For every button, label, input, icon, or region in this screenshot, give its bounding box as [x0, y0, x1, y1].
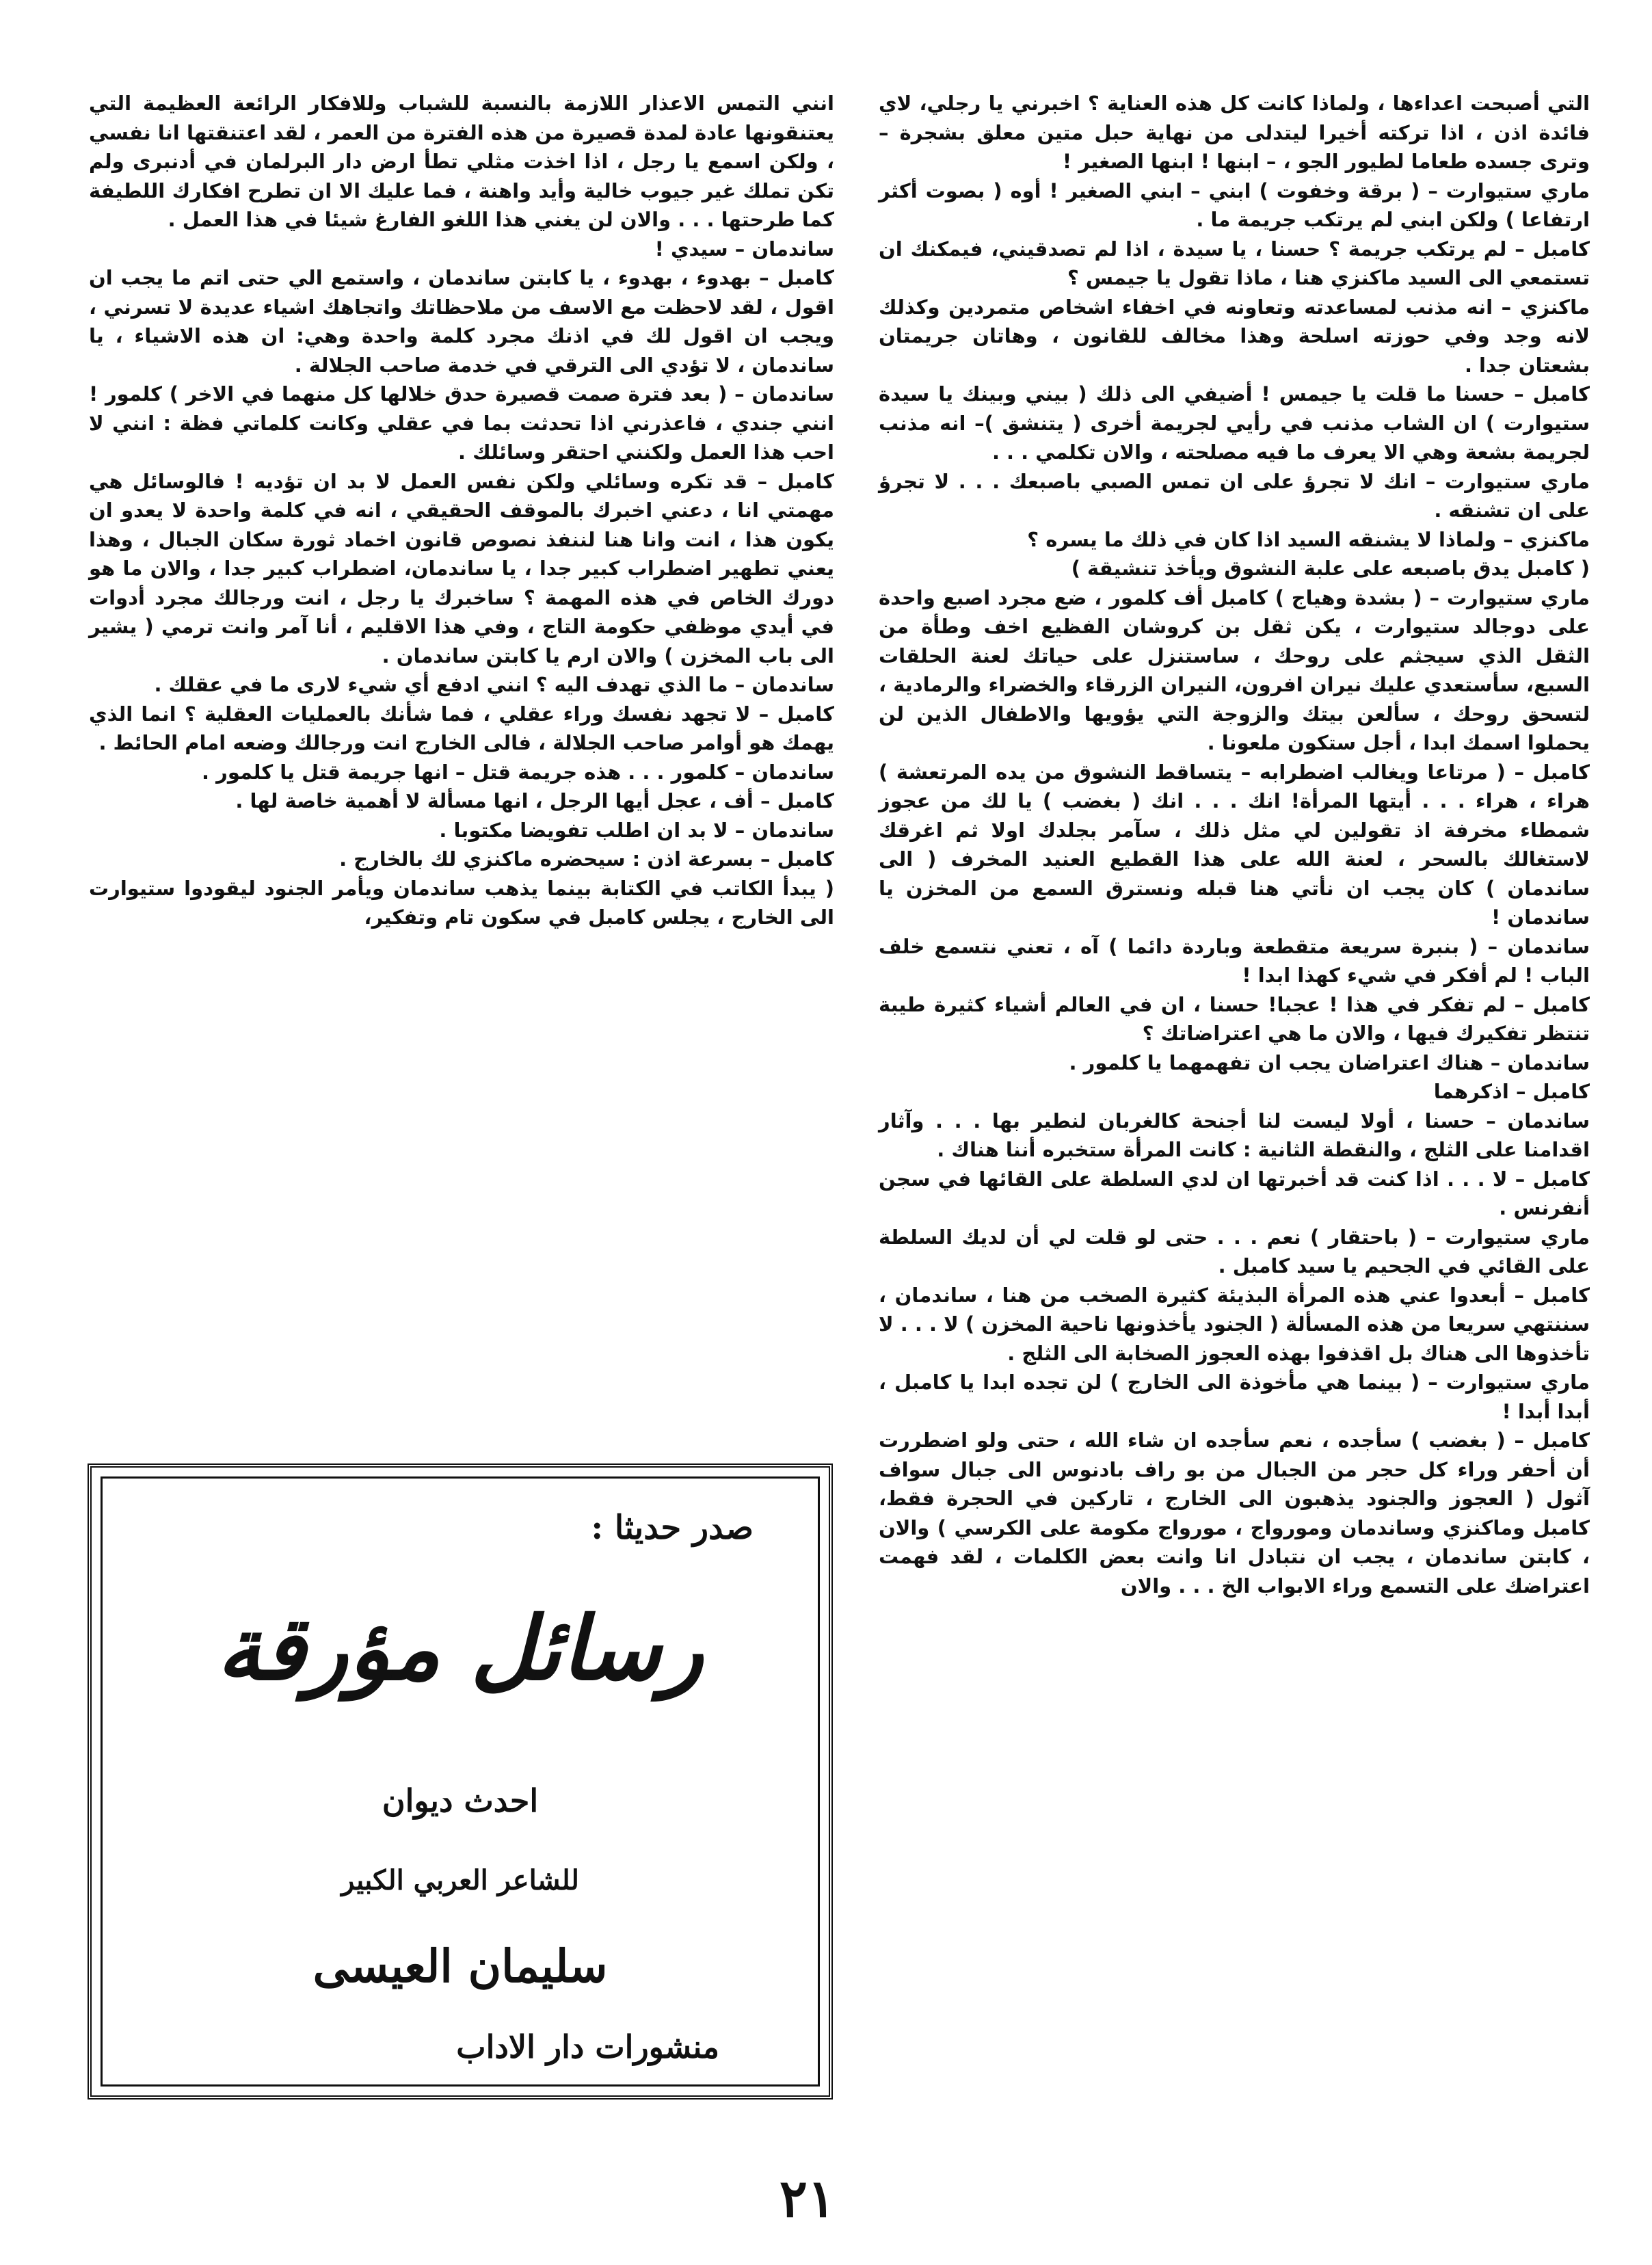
paragraph: ساندمان – ( بنبرة سريعة متقطعة وباردة دائما ) آه ، تعني نتسمع خلف الباب ! لم أفكر في شيء كهذا ابدا ! — [879, 934, 1590, 987]
paragraph: كامبل – بهدوء ، بهدوء ، يا كابتن ساندمان ، واستمع الي حتى اتم ما يجب ان اقول ، لقد لاحظت مع الاسف من ملاحظاتك واتجاهك اشياء عديدة لا تسرني ، ويجب ان اقول لك في اذنك مجرد كلمة واحدة وهي: ان هذه الاشياء ، يا ساندمان ، لا تؤدي الى الترقي في خدمة صاحب الجلالة . — [89, 266, 834, 377]
left-column — [89, 89, 834, 932]
paragraph: كامبل – اذكرهما — [1433, 1080, 1590, 1103]
paragraph: كامبل – بسرعة اذن : سيحضره ماكنزي لك بالخارج . — [339, 847, 834, 871]
paragraph: كامبل – قد تكره وسائلي ولكن نفس العمل لا بد ان تؤديه ! فالوسائل هي مهمتي انا ، دعني اخبرك بالموقف الحقيقي ، انه في كلمة واحدة لا يعدو ان يكون هذا ، انت وانا هنا لننفذ نصوص قانون اخماد ثورة سكان الجبال ، وهذا يعني تطهير اضطراب كبير جدا ، يا ساندمان، اضطراب كبير جدا ، والان ما هو دورك الخاص في هذه المهمة ؟ ساخبرك يا رجل ، انت ورجالك مجرد أدوات في أيدي موظفي حكومة التاج ، وفي هذا الاقليم ، أنا آمر وانت ترمي ( يشير الى باب المخزن ) والان ارم يا كابتن ساندمان . — [89, 469, 834, 667]
paragraph: كامبل – لم تفكر في هذا ! عجبا! حسنا ، ان في العالم أشياء كثيرة طيبة تنتظر تفكيرك فيها ، والان ما هي اعتراضاتك ؟ — [879, 992, 1590, 1045]
ad-publisher: منشورات دار الاداب — [456, 2028, 719, 2065]
paragraph: ساندمان – كلمور . . . هذه جريمة قتل – انها جريمة قتل يا كلمور . — [202, 760, 834, 784]
book-advertisement-box — [88, 1463, 833, 2100]
ad-poet-line: للشاعر العربي الكبير — [341, 1864, 579, 1896]
ad-poet-name: سليمان العيسى — [312, 1939, 608, 1993]
paragraph: ساندمان – هناك اعتراضان يجب ان تفهمهما يا كلمور . — [1069, 1050, 1590, 1074]
right-column — [879, 89, 1590, 1600]
paragraph: ماري ستيوارت – ( باحتقار ) نعم . . . حتى لو قلت لي أن لديك السلطة على القائي في الجحيم يا سيد كامبل . — [879, 1225, 1590, 1277]
paragraph: كامبل – حسنا ما قلت يا جيمس ! أضيفي الى ذلك ( بيني وبينك يا سيدة ستيوارت ) ان الشاب مذنب في رأيي لجريمة أخرى ( يتنشق )– انه مذنب لجريمة بشعة وهي الا يعرف ما فيه مصلحته ، والان تكلمي . . . — [879, 382, 1590, 464]
paragraph: ماري ستيوارت – ( برقة وخفوت ) ابني – ابني الصغير ! أوه ( بصوت أكثر ارتفاعا ) ولكن ابني لم يرتكب جريمة ما . — [879, 178, 1590, 231]
paragraph: ساندمان – ما الذي تهدف اليه ؟ انني ادفع أي شيء لارى ما في عقلك . — [154, 673, 834, 696]
paragraph: كامبل – أبعدوا عني هذه المرأة البذيئة كثيرة الصخب من هنا ، ساندمان ، سننتهي سريعا من هذه المسألة ( الجنود يأخذونها ناحية المخزن ) لا . . . لا تأخذوها الى هناك بل اقذفوا بهذه العجوز الصخابة الى الثلج . — [879, 1283, 1590, 1365]
paragraph: كامبل – أف ، عجل أيها الرجل ، انها مسألة لا أهمية خاصة لها . — [235, 789, 834, 812]
paragraph: ماكنزي – انه مذنب لمساعدته وتعاونه في اخفاء اشخاص متمردين وكذلك لانه وجد وفي حوزته اسلحة وهذا مخالف للقانون ، وهاتان جريمتان بشعتان جدا . — [879, 295, 1590, 377]
paragraph: كامبل – ( مرتاعا ويغالب اضطرابه – يتساقط النشوق من يده المرتعشة ) هراء ، هراء . . . أيتها المرأة! انك . . . انك ( بغضب ) يا لك من عجوز شمطاء مخرفة اذ تقولين لي مثل ذلك ، سآمر بجلدك اولا ثم اغرقك لاستغالك بالسحر ، لعنة الله على هذا القطيع العنيد المخرف ( الى ساندمان ) كان يجب ان نأتي هنا قبله ونسترق السمع من المخزن يا ساندمان ! — [879, 760, 1590, 929]
paragraph: ماري ستيوارت – ( بشدة وهياج ) كامبل أف كلمور ، ضع مجرد اصبع واحدة على دوجالد ستيوارت ، يكن ثقل بن كروشان الفظيع اخف وطأة من الثقل الذي سيجثم على روحك ، ساستنزل على حياتك لعنة الحلقات السبع، سأستعدي عليك نيران افرون، النيران الزرقاء والخضراء والرمادية ، لتسحق روحك ، سألعن بيتك والزوجة التي يؤويها والاطفال الذين لن يحملوا اسمك ابدا ، أجل ستكون ملعونا . — [879, 585, 1590, 754]
paragraph: انني التمس الاعذار اللازمة بالنسبة للشباب وللافكار الرائعة العظيمة التي يعتنقونها عادة لمدة قصيرة من هذه الفترة من العمر ، لقد اعتنقتها انا نفسي ، ولكن اسمع يا رجل ، اذا اخذت مثلي تطأ ارض دار البرلمان في أدنبرى ولم تكن تملك غير جيوب خالية وأيد واهنة ، فما عليك الا ان تطرح افكارك اللطيفة كما طرحتها . . . والان لن يغني هذا اللغو الفارغ شيئا في هذا العمل . — [89, 92, 834, 231]
ad-subtitle: احدث ديوان — [382, 1782, 539, 1819]
paragraph: كامبل – لا . . . اذا كنت قد أخبرتها ان لدي السلطة على القائها في سجن أنفرنس . — [879, 1167, 1590, 1219]
paragraph: ماكنزي – ولماذا لا يشنقه السيد اذا كان في ذلك ما يسره ؟ — [1027, 527, 1590, 551]
page-number: ٢١ — [780, 2168, 836, 2229]
paragraph: ( كامبل يدق باصبعه على علبة النشوق ويأخذ تنشيقة ) — [1071, 557, 1590, 580]
paragraph: التي أصبحت اعداءها ، ولماذا كانت كل هذه العناية ؟ اخبرني يا رجلي، لاي فائدة اذن ، اذا تركته أخيرا ليتدلى من نهاية حبل متين معلق بشجرة – وترى جسده طعاما لطيور الجو ، – ابنها ! ابنها الصغير ! — [879, 92, 1590, 173]
paragraph: كامبل – ( بغضب ) سأجده ، نعم سأجده ان شاء الله ، حتى ولو اضطررت أن أحفر وراء كل حجر من الجبال من بو راف بادنوس الى جبال سواف آثول ( العجوز والجنود يذهبون الى الخارج ، تاركين في الحجرة فقط، كامبل وماكنزي وساندمان ومورواج ، مورواج مكومة على الكرسي ) والان ، كابتن ساندمان ، يجب ان نتبادل انا وانت بعض الكلمات ، لقد فهمت اعتراضك على التسمع وراء الابواب الخ . . . والان — [879, 1429, 1590, 1598]
paragraph: ساندمان – لا بد ان اطلب تفويضا مكتوبا . — [439, 818, 834, 842]
ad-kicker: صدر حديثا : — [591, 1509, 754, 1547]
paragraph: ساندمان – حسنا ، أولا ليست لنا أجنحة كالغربان لنطير بها . . . وآثار اقدامنا على الثلج ، والنقطة الثانية : كانت المرأة ستخبره أننا هناك . — [879, 1109, 1590, 1161]
paragraph: كامبل – لم يرتكب جريمة ؟ حسنا ، يا سيدة ، اذا لم تصدقيني، فيمكنك ان تستمعي الى السيد ماكنزي هنا ، ماذا تقول يا جيمس ؟ — [879, 237, 1590, 289]
paragraph: ساندمان – ( بعد فترة صمت قصيرة حدق خلالها كل منهما في الاخر ) كلمور ! انني جندي ، فاعذرني اذا تحدثت بما في عقلي وكانت كلماتي فظة : انني لا احب هذا العمل ولكنني احتقر وسائلك . — [89, 382, 834, 464]
ad-book-title: رسائل مؤرقة — [217, 1598, 704, 1700]
paragraph: كامبل – لا تجهد نفسك وراء عقلي ، فما شأنك بالعمليات العقلية ؟ انما الذي يهمك هو أوامر صاحب الجلالة ، فالى الخارج انت ورجالك وضعه امام الحائط . — [89, 702, 834, 754]
paragraph: ( يبدأ الكاتب في الكتابة بينما يذهب ساندمان ويأمر الجنود ليقودوا ستيوارت الى الخارج ، يجلس كامبل في سكون تام وتفكير، — [89, 876, 834, 929]
paragraph: ساندمان – سيدي ! — [654, 237, 834, 261]
paragraph: ماري ستيوارت – انك لا تجرؤ على ان تمس الصبي باصبعك . . . لا تجرؤ على ان تشنقه . — [879, 469, 1590, 522]
paragraph: ماري ستيوارت – ( بينما هي مأخوذة الى الخارج ) لن تجده ابدا يا كامبل ، أبدا أبدا ! — [879, 1370, 1590, 1423]
